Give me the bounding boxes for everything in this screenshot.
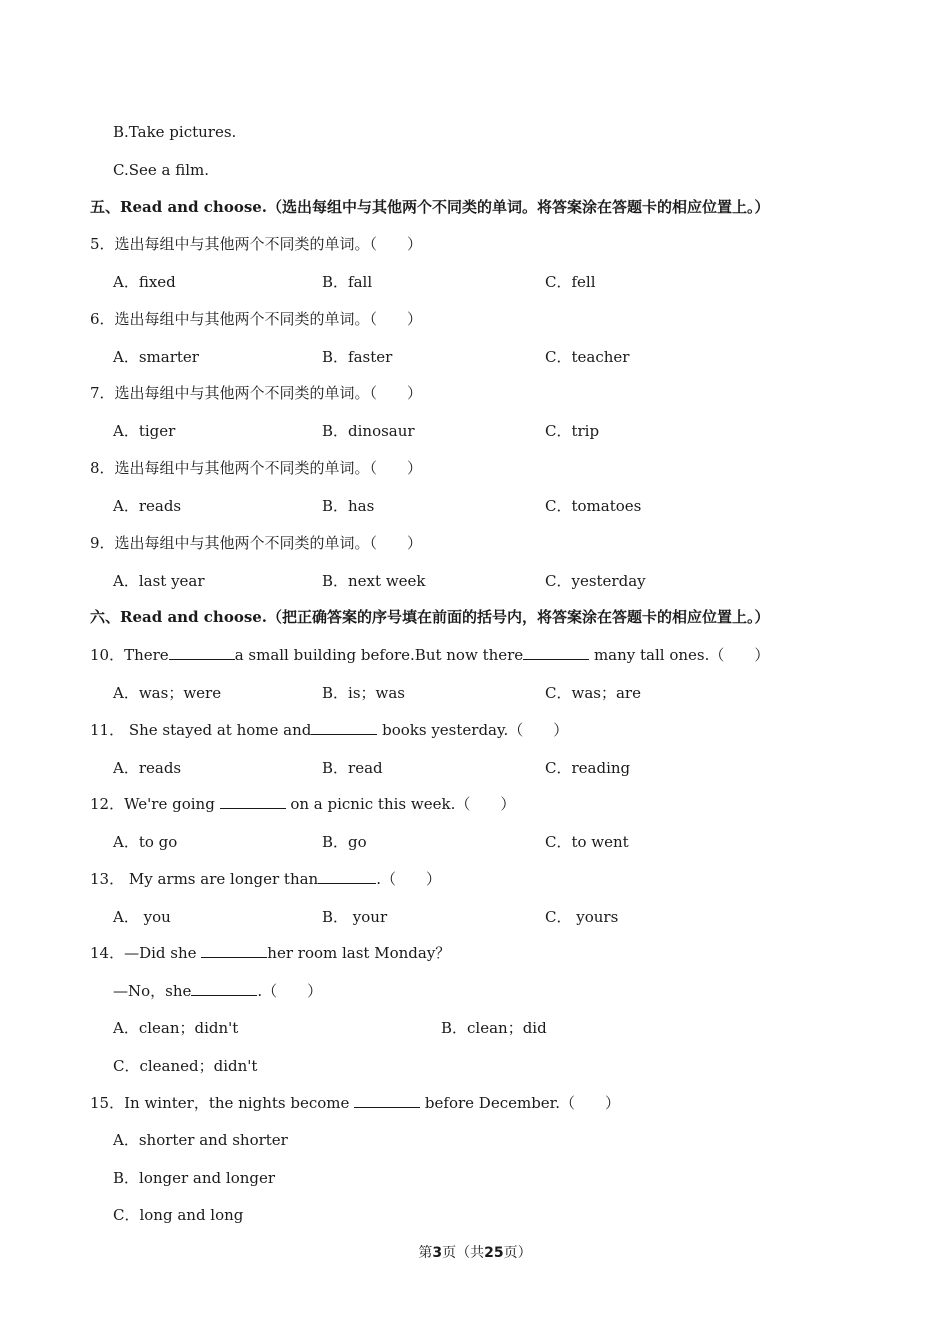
q14-text-4: .（ ） xyxy=(257,982,323,1000)
question-8-option-c: C．tomatoes xyxy=(545,497,642,515)
question-14-option-c: C．cleaned；didn't xyxy=(113,1057,258,1075)
question-12-stem xyxy=(90,794,515,814)
answer-blank xyxy=(311,720,377,735)
q15-text-2: before December.（ ） xyxy=(420,1094,620,1112)
question-10-option-b: B．is；was xyxy=(322,684,405,702)
q14-text-3: —No，she xyxy=(113,982,192,1000)
question-14-stem xyxy=(90,943,450,963)
q11-text-1: 11． She stayed at home and xyxy=(90,721,312,739)
question-5-option-a: A．fixed xyxy=(113,273,176,291)
q13-text-2: .（ ） xyxy=(376,870,441,888)
footer-text: 第 xyxy=(418,1245,433,1261)
question-13-option-c: C． yours xyxy=(545,908,619,926)
q13-text-1: 13． My arms are longer than xyxy=(90,870,319,888)
question-11-option-b: B．read xyxy=(322,759,383,777)
q10-text-1: 10．There xyxy=(90,646,169,664)
question-6-option-b: B．faster xyxy=(322,348,393,366)
question-10-option-a: A．was；were xyxy=(113,684,222,702)
question-8-option-b: B．has xyxy=(322,497,375,515)
question-15-option-a: A．shorter and shorter xyxy=(113,1131,288,1149)
answer-blank xyxy=(169,645,235,660)
footer-text: 页） xyxy=(503,1245,532,1261)
question-5-option-c: C．fell xyxy=(545,273,596,291)
question-12-option-b: B．go xyxy=(322,833,367,851)
q10-text-3: many tall ones.（ ） xyxy=(589,646,770,664)
q11-text-2: books yesterday.（ ） xyxy=(377,721,569,739)
question-7-option-c: C．trip xyxy=(545,422,600,440)
question-10-option-c: C．was；are xyxy=(545,684,641,702)
question-10-stem xyxy=(90,645,769,665)
q12-text-1: 12．We're going xyxy=(90,795,220,813)
page-number: 3 xyxy=(432,1245,443,1261)
section-6-heading: 六、Read and choose.（把正确答案的序号填在前面的括号内，将答案涂在答题卡的相应位置上。） xyxy=(90,608,770,626)
q12-text-2: on a picnic this week.（ ） xyxy=(285,795,516,813)
q14-text-1: 14．—Did she xyxy=(90,944,202,962)
page-footer xyxy=(0,1244,950,1262)
question-14-option-b: B．clean；did xyxy=(441,1019,547,1037)
question-11-option-c: C．reading xyxy=(545,759,631,777)
question-9-option-a: A．last year xyxy=(113,572,205,590)
question-9-option-b: B．next week xyxy=(322,572,426,590)
question-6-option-c: C．teacher xyxy=(545,348,630,366)
q14-text-2: her room last Monday？ xyxy=(267,944,451,962)
answer-blank xyxy=(220,794,286,809)
question-7-option-b: B．dinosaur xyxy=(322,422,415,440)
question-5-option-b: B．fall xyxy=(322,273,373,291)
question-8-option-a: A．reads xyxy=(113,497,182,515)
question-13-option-a: A． you xyxy=(113,908,171,926)
question-14-option-a: A．clean；didn't xyxy=(113,1019,239,1037)
question-15-option-b: B．longer and longer xyxy=(113,1169,276,1187)
question-7-stem: 7．选出每组中与其他两个不同类的单词。（ ） xyxy=(90,384,423,402)
answer-blank xyxy=(201,943,267,958)
q10-text-2: a small building before.But now there xyxy=(234,646,524,664)
question-14-reply xyxy=(113,981,322,1001)
question-9-stem: 9．选出每组中与其他两个不同类的单词。（ ） xyxy=(90,534,423,552)
question-7-option-a: A．tiger xyxy=(113,422,176,440)
question-9-option-c: C．yesterday xyxy=(545,572,646,590)
question-8-stem: 8．选出每组中与其他两个不同类的单词。（ ） xyxy=(90,459,423,477)
question-11-option-a: A．reads xyxy=(113,759,182,777)
question-6-option-a: A．smarter xyxy=(113,348,199,366)
answer-blank xyxy=(318,869,376,884)
question-13-option-b: B． your xyxy=(322,908,388,926)
footer-text: 页（共 xyxy=(442,1245,485,1261)
answer-blank xyxy=(523,645,589,660)
question-15-stem xyxy=(90,1093,620,1113)
question-13-stem xyxy=(90,869,441,889)
answer-blank xyxy=(354,1093,420,1108)
question-12-option-a: A．to go xyxy=(113,833,178,851)
question-5-stem: 5．选出每组中与其他两个不同类的单词。（ ） xyxy=(90,235,423,253)
question-11-stem xyxy=(90,720,568,740)
section-5-heading: 五、Read and choose.（选出每组中与其他两个不同类的单词。将答案涂在答题卡的相应位置上。） xyxy=(90,198,770,216)
option-b-carryover: B.Take pictures. xyxy=(113,123,237,141)
total-pages: 25 xyxy=(484,1245,504,1261)
question-12-option-c: C．to went xyxy=(545,833,629,851)
question-6-stem: 6．选出每组中与其他两个不同类的单词。（ ） xyxy=(90,310,423,328)
option-c-carryover: C.See a film. xyxy=(113,161,210,179)
answer-blank xyxy=(191,981,257,996)
question-15-option-c: C．long and long xyxy=(113,1206,244,1224)
q15-text-1: 15．In winter，the nights become xyxy=(90,1094,355,1112)
